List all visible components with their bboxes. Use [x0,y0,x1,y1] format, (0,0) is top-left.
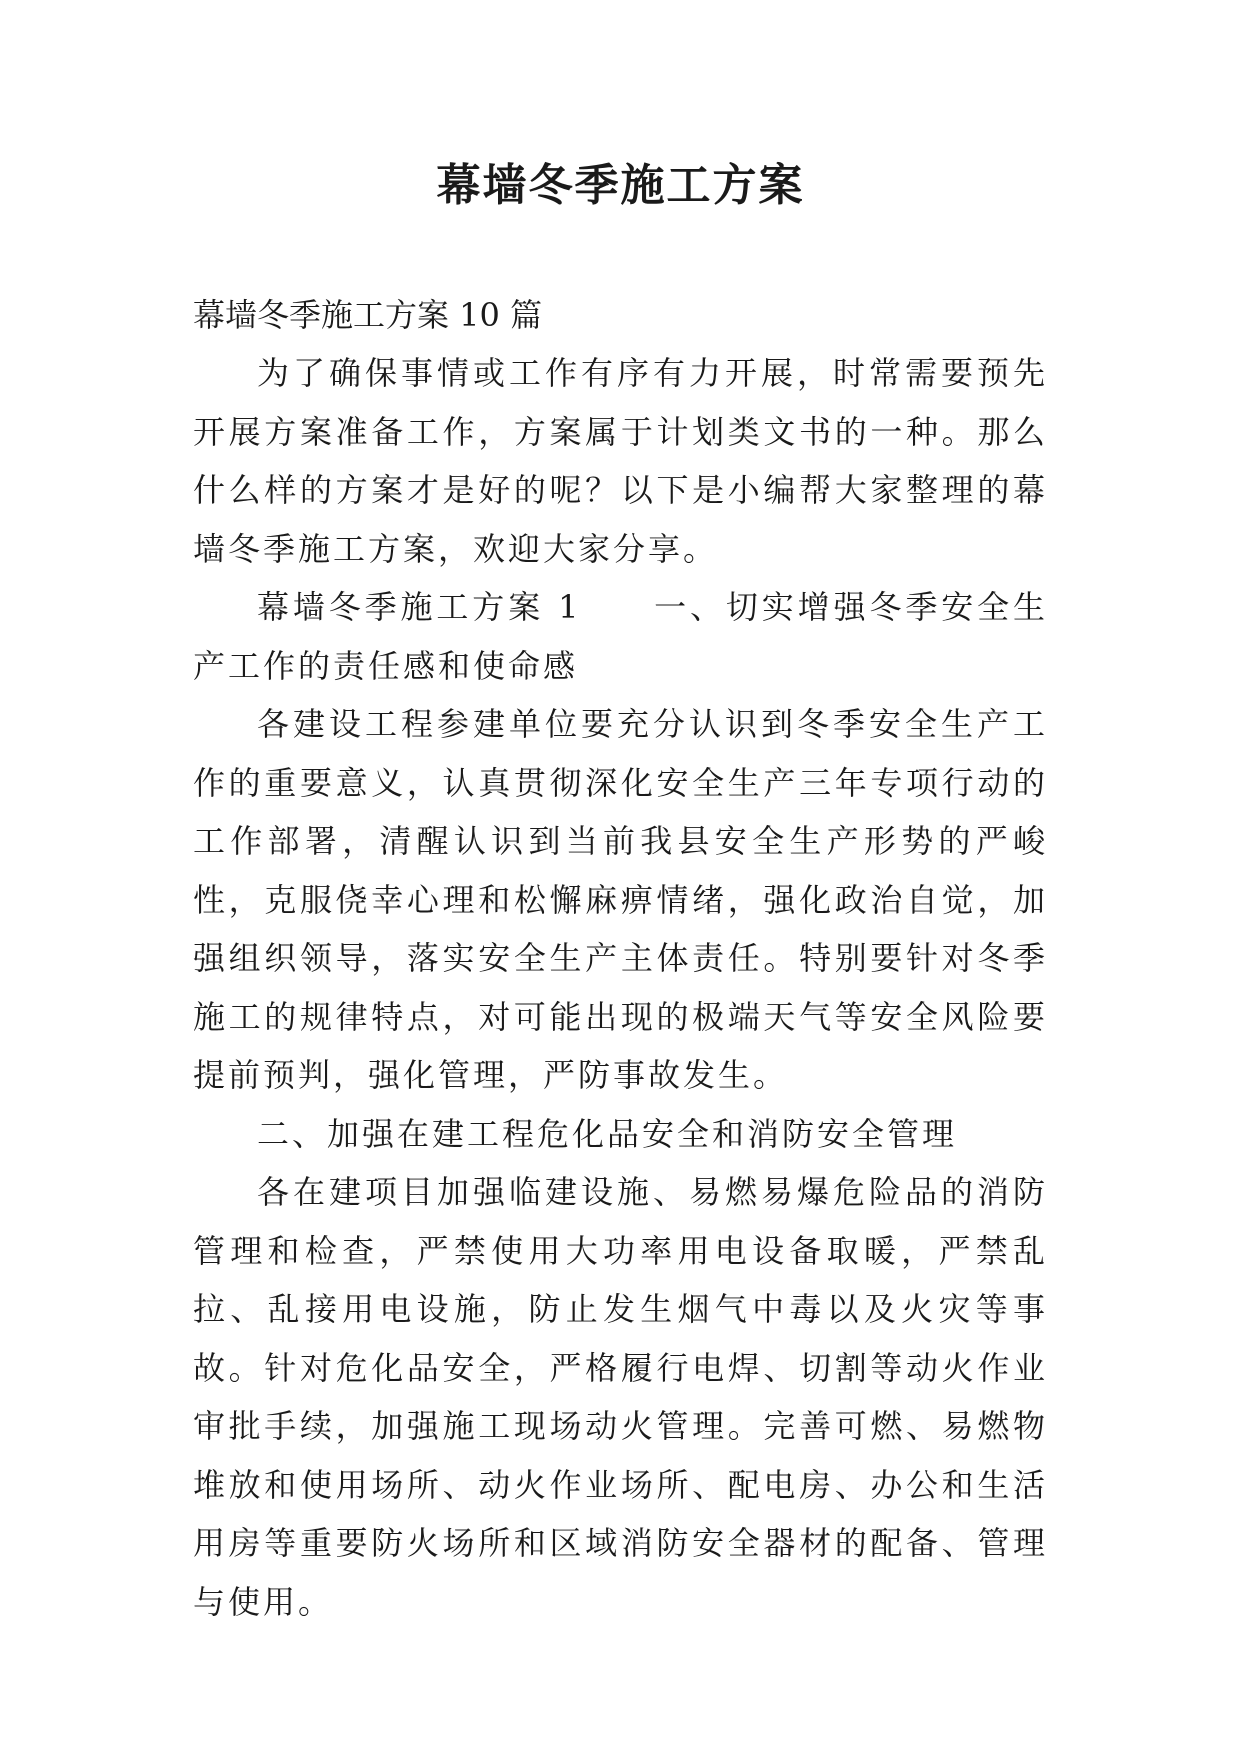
document-title: 幕墙冬季施工方案 [436,160,805,211]
paragraph-section-1-body: 各建设工程参建单位要充分认识到冬季安全生产工作的重要意义，认真贯彻深化安全生产三年专项行动的工作部署，清醒认识到当前我县安全生产形势的严峻性，克服侥幸心理和松懈麻痹情绪，强化政治自觉，加强组织领导，落实安全生产主体责任。特别要针对冬季施工的规律特点，对可能出现的极端天气等安全风险要提前预判，强化管理，严防事故发生。 [193,705,1048,1094]
paragraph-section-2-heading: 二、加强在建工程危化品安全和消防安全管理 [257,1114,958,1153]
paragraph-section-1-heading: 幕墙冬季施工方案 1 一、切实增强冬季安全生产工作的责任感和使命感 [193,588,1048,685]
paragraph-section-2-body: 各在建项目加强临建设施、易燃易爆危险品的消防管理和检查，严禁使用大功率用电设备取暖，严禁乱拉、乱接用电设施，防止发生烟气中毒以及火灾等事故。针对危化品安全，严格履行电焊、切割等动火作业审批手续，加强施工现场动火管理。完善可燃、易燃物堆放和使用场所、动火作业场所、配电房、办公和生活用房等重要防火场所和区域消防安全器材的配备、管理与使用。 [193,1173,1048,1621]
paragraph-intro: 为了确保事情或工作有序有力开展，时常需要预先开展方案准备工作，方案属于计划类文书的一种。那么什么样的方案才是好的呢？以下是小编帮大家整理的幕墙冬季施工方案，欢迎大家分享。 [193,354,1048,568]
document-body [193,286,1048,1631]
document-subtitle: 幕墙冬季施工方案 10 篇 [193,296,543,334]
